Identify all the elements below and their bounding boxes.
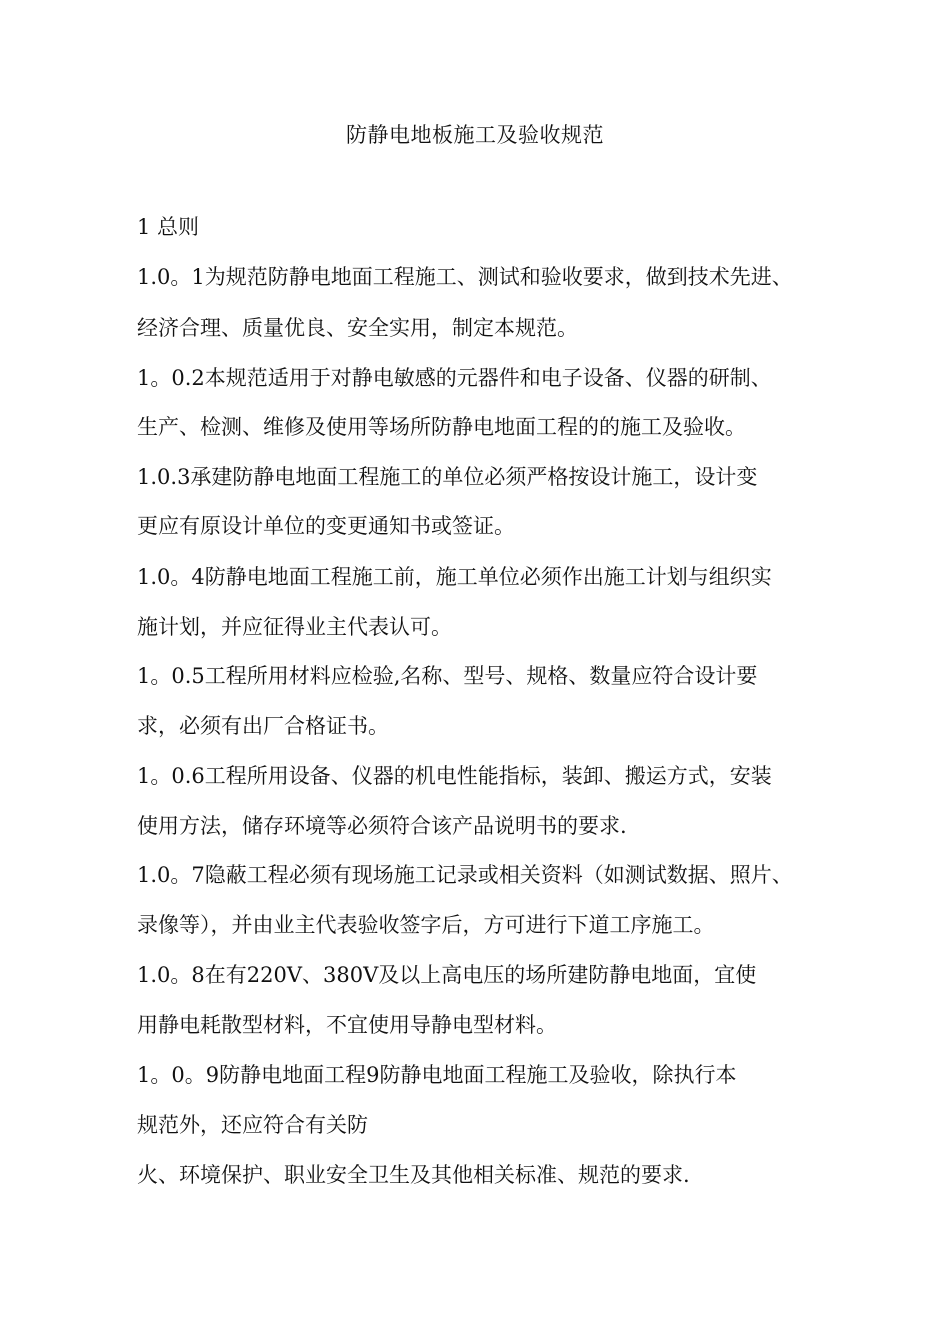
text-line: 求，必须有出厂合格证书。 (137, 714, 389, 738)
document-title: 防静电地板施工及验收规范 (346, 123, 604, 147)
text-line: 1.0.3承建防静电地面工程施工的单位必须严格按设计施工，设计变 (137, 465, 758, 489)
text-line: 经济合理、质量优良、安全实用，制定本规范。 (137, 316, 578, 340)
text-line: 1.0。1为规范防静电地面工程施工、测试和验收要求，做到技术先进、 (137, 265, 793, 289)
text-line: 录像等），并由业主代表验收签字后，方可进行下道工序施工。 (137, 913, 715, 937)
text-line: 生产、检测、维修及使用等场所防静电地面工程的的施工及验收。 (137, 415, 746, 439)
text-line: 1.0。7隐蔽工程必须有现场施工记录或相关资料（如测试数据、照片、 (137, 863, 793, 887)
text-line: 火、环境保护、职业安全卫生及其他相关标准、规范的要求. (137, 1163, 690, 1187)
text-line: 1。0.5工程所用材料应检验,名称、型号、规格、数量应符合设计要 (137, 664, 758, 688)
text-line: 施计划，并应征得业主代表认可。 (137, 615, 452, 639)
text-line: 1.0。8在有220V、380V及以上高电压的场所建防静电地面，宜使 (137, 963, 757, 987)
text-line: 规范外，还应符合有关防 (137, 1113, 368, 1137)
text-line: 更应有原设计单位的变更通知书或签证。 (137, 514, 515, 538)
text-line: 1。0。9防静电地面工程9防静电地面工程施工及验收，除执行本 (137, 1063, 737, 1087)
text-line: 用静电耗散型材料，不宜使用导静电型材料。 (137, 1013, 557, 1037)
text-line: 使用方法，储存环境等必须符合该产品说明书的要求. (137, 814, 627, 838)
section-heading: 1 总则 (137, 215, 200, 239)
text-line: 1。0.2本规范适用于对静电敏感的元器件和电子设备、仪器的研制、 (137, 366, 772, 390)
text-line: 1.0。4防静电地面工程施工前，施工单位必须作出施工计划与组织实 (137, 565, 772, 589)
text-line: 1。0.6工程所用设备、仪器的机电性能指标，装卸、搬运方式，安装 (137, 764, 772, 788)
